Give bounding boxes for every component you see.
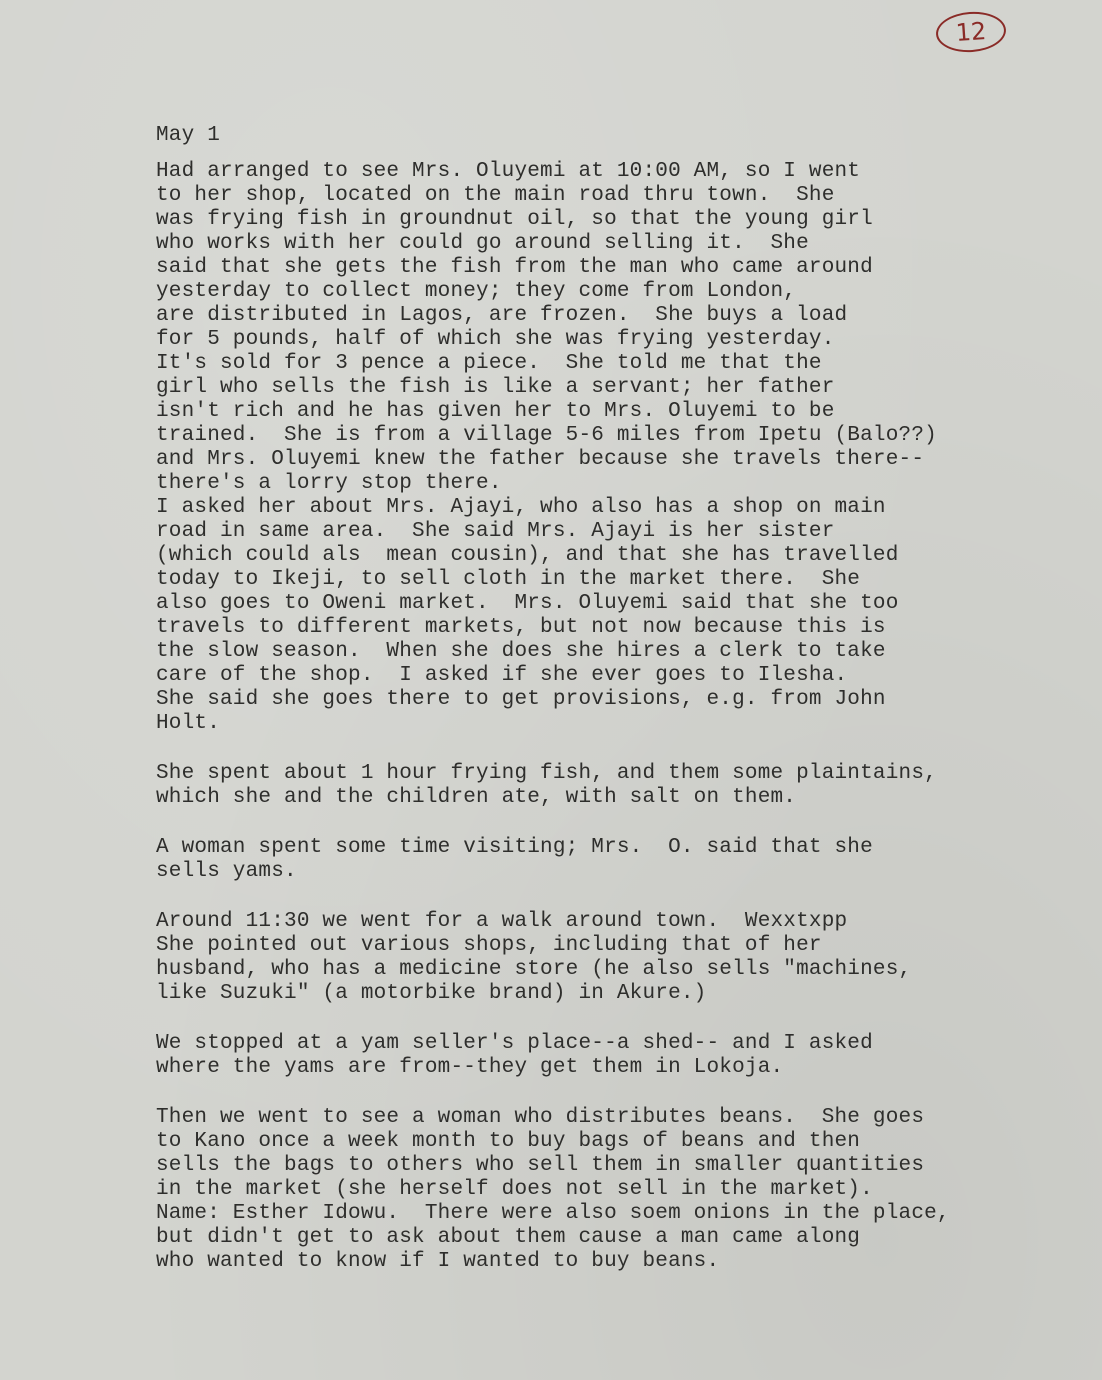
text-line: the slow season. When she does she hires a clerk to take [156,640,886,663]
text-line: sells the bags to others who sell them in smaller quantities [156,1154,925,1177]
text-line: (which could als mean cousin), and that she has travelled [156,544,899,567]
text-line: Around 11:30 we went for a walk around town. Wexxtxpp [156,910,848,933]
paragraph [156,160,1056,496]
text-line: girl who sells the fish is like a servant; her father [156,376,835,399]
text-line: road in same area. She said Mrs. Ajayi is her sister [156,520,835,543]
paragraph [156,1106,1056,1274]
text-line: was frying fish in groundnut oil, so that the young girl [156,208,873,231]
text-line: care of the shop. I asked if she ever goes to Ilesha. [156,664,848,687]
text-line: where the yams are from--they get them in Lokoja. [156,1056,784,1079]
page-number-stamp: 12 [935,10,1008,55]
text-line: said that she gets the fish from the man who came around [156,256,873,279]
text-line: She spent about 1 hour frying fish, and them some plaintains, [156,762,937,785]
text-line: and Mrs. Oluyemi knew the father because she travels there-- [156,448,925,471]
text-line: trained. She is from a village 5-6 miles from Ipetu (Balo??) [156,424,937,447]
text-line: yesterday to collect money; they come from London, [156,280,797,303]
paragraph [156,496,1056,736]
text-line: who wanted to know if I wanted to buy beans. [156,1250,720,1273]
text-line: Name: Esther Idowu. There were also soem onions in the place, [156,1202,950,1225]
text-line: A woman spent some time visiting; Mrs. O. said that she [156,836,873,859]
text-line: to her shop, located on the main road thru town. She [156,184,835,207]
text-line: Then we went to see a woman who distributes beans. She goes [156,1106,925,1129]
text-line: She pointed out various shops, including that of her [156,934,822,957]
paragraph [156,910,1056,1006]
text-line: I asked her about Mrs. Ajayi, who also has a shop on main [156,496,886,519]
text-line: husband, who has a medicine store (he also sells "machines, [156,958,912,981]
paragraph [156,762,1056,810]
text-line: like Suzuki" (a motorbike brand) in Akure.) [156,982,707,1005]
text-line: travels to different markets, but not now because this is [156,616,886,639]
text-line: also goes to Oweni market. Mrs. Oluyemi said that she too [156,592,899,615]
text-line: today to Ikeji, to sell cloth in the market there. She [156,568,861,591]
text-line: We stopped at a yam seller's place--a shed-- and I asked [156,1032,873,1055]
text-line: which she and the children ate, with salt on them. [156,786,797,809]
typed-text-body [156,124,1056,1300]
text-line: who works with her could go around selling it. She [156,232,809,255]
text-line: isn't rich and he has given her to Mrs. Oluyemi to be [156,400,835,423]
text-line: are distributed in Lagos, are frozen. She buys a load [156,304,848,327]
entry-date: May 1 [156,124,221,147]
text-line: Holt. [156,712,221,735]
paragraph [156,836,1056,884]
text-line: She said she goes there to get provisions, e.g. from John [156,688,886,711]
text-line: for 5 pounds, half of which she was frying yesterday. [156,328,835,351]
text-line: there's a lorry stop there. [156,472,502,495]
text-line: in the market (she herself does not sell in the market). [156,1178,873,1201]
text-line: sells yams. [156,860,297,883]
text-line: but didn't get to ask about them cause a man came along [156,1226,861,1249]
text-line: Had arranged to see Mrs. Oluyemi at 10:00 AM, so I went [156,160,861,183]
text-line: to Kano once a week month to buy bags of beans and then [156,1130,861,1153]
paragraph [156,1032,1056,1080]
text-line: It's sold for 3 pence a piece. She told me that the [156,352,822,375]
